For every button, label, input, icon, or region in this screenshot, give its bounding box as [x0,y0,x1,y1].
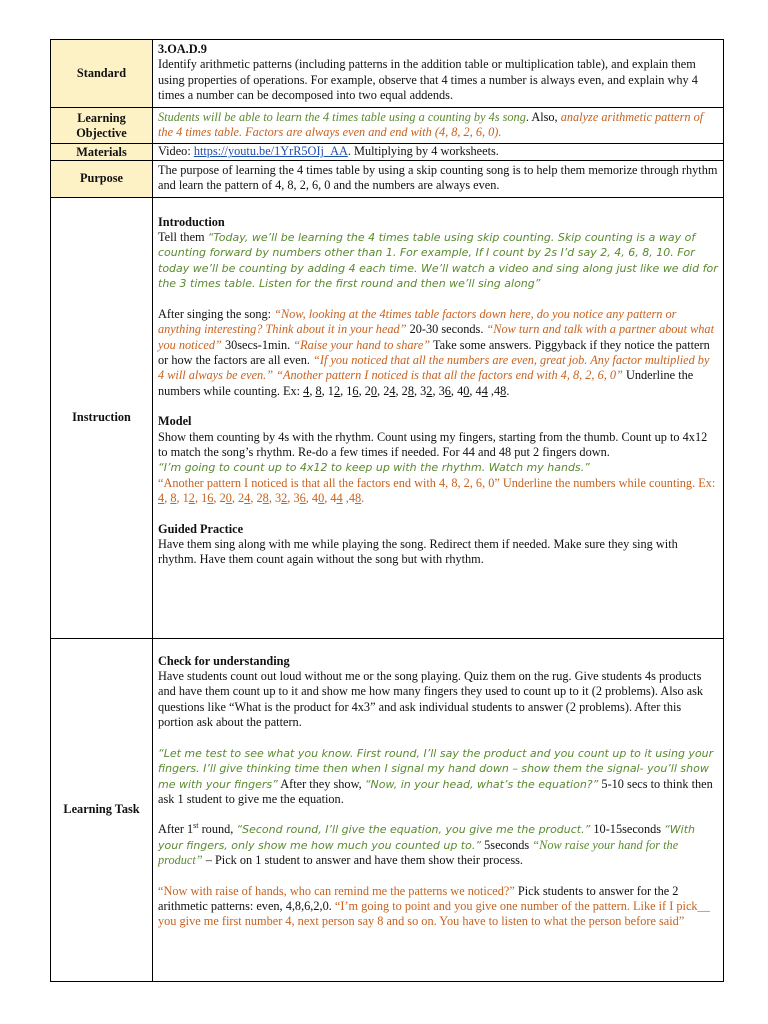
multiple-ones-digit: 4 [244,491,251,506]
separator: , [213,491,220,506]
intro-paragraph [158,230,718,292]
separator: , [194,491,202,506]
spacer [158,731,718,746]
multiple-item [365,384,377,398]
multiple-tens-digit: 2 [401,383,408,398]
separator: , [450,383,458,398]
label-standard: Standard [51,40,153,108]
model-heading: Model [158,414,192,429]
multiple-tens-digit: 1 [346,383,353,398]
multiple-ones-digit: 4 [481,383,488,398]
multiple-ones-digit: 8 [355,491,362,506]
separator: , [309,383,316,398]
multiple-tens-digit: 3 [274,491,282,506]
multiple-ones-digit: 2 [281,491,288,506]
multiple-ones-digit: 4 [336,491,343,506]
remind-text: Pick students to answer for the 2 arithmetic patterns: even, 4,8,6,2,0. [158,883,679,913]
intro-quote: “Today, we’ll be learning the 4 times table using skip counting. Skip counting is a way of counting forward by numbers other than 1. For example, If I count by 2s I’d say 2, 4, 6, 8, 10. For today we’ll be counting by adding 4 each time. We’ll watch a video and sing along just like we did for the 3 times table. Listen for the first round and then we’ll sing along” [158,231,718,291]
test-after-show: After they show, [277,776,365,791]
question-notice: “Now, looking at the 4times table factors down here, do you notice any pattern or anything interesting? Think about it in your head” [158,306,677,337]
separator: . [506,383,510,398]
multiple-item [457,384,469,398]
label-materials: Materials [51,144,153,160]
question-turn-talk: “Now turn and talk with a partner about what you noticed” [158,322,714,352]
multiple-tens-digit: 2 [383,383,390,398]
objective-orange: analyze arithmetic pattern of the 4 times table. Factors are always even and end with (4, 8, 2, 6, 0). [158,109,704,140]
standard-code: 3.OA.D.9 [158,42,207,56]
separator: , [287,491,294,506]
multiple-ones-digit: 8 [315,383,322,398]
multiple-ones-digit: 6 [207,491,214,506]
multiple-ones-digit: 2 [426,383,433,398]
separator: , [268,491,275,506]
spacer [158,399,718,414]
guided-heading: Guided Practice [158,521,244,536]
multiples-list [303,384,509,398]
lesson-plan-table [50,39,724,982]
model-quote: “I’m going to count up to 4x12 to keep up with the rhythm. Watch my hands.” [158,461,590,475]
test-paragraph [158,746,718,808]
model-text: Show them counting by 4s with the rhythm. Count using my fingers, starting from the thumb. Count up to 4x12 to match the song’s rhythm. Re-do a few times if needed. For 44 and 48 put 2 fingers down. [158,429,708,459]
multiple-item [312,491,324,505]
standard-text: Identify arithmetic patterns (including patterns in the addition table or multiplication table), and explain them using properties of operations. For example, observe that 4 times a number is always even, and explain why 4 times a number can be decomposed into two equal addends. [158,57,698,103]
objective-also: . Also, [525,109,561,124]
separator: , [413,383,421,398]
multiple-ones-digit: 6 [444,383,451,398]
intro-heading: Introduction [158,214,225,229]
label-learning-task: Learning Task [51,638,153,981]
after-song-paragraph [158,307,718,399]
multiple-tens-digit: 4 [457,383,464,398]
multiple-item [220,491,232,505]
multiple-tens-digit: 3 [438,383,445,398]
multiple-tens-digit: 2 [256,491,263,506]
multiple-item [346,384,358,398]
separator: , [395,383,402,398]
multiple-tens-digit: 2 [238,491,245,506]
separator: , [250,491,257,506]
multiple-item [439,384,451,398]
second-round-time: 10-15seconds [590,822,665,837]
multiple-item [293,491,305,505]
separator: , [377,383,384,398]
multiple-item [494,384,506,398]
model-orange: “Another pattern I noticed is that all the factors end with 4, 8, 2, 6, 0” Underline the numbers while counting. Ex: [158,475,716,490]
label-instruction: Instruction [51,197,153,638]
purpose-text: The purpose of learning the 4 times table by using a skip counting song is to help them memorize through rhythm and learn the pattern of 4, 8, 2, 6, 0 and the numbers are always even. [158,162,718,193]
separator: , [358,383,365,398]
spacer [158,869,718,884]
fingers-time: 5seconds [481,837,533,852]
timing-2: 30secs-1min. [221,337,294,352]
multiple-tens-digit: 1 [201,491,208,506]
multiple-ones-digit: 0 [225,491,232,506]
multiple-ones-digit: 8 [262,491,269,506]
multiple-item [420,384,432,398]
test-quote: “Let me test to see what you know. First round, I’ll say the product and you count up to it using your fingers. I’ll give thinking time then when I signal my hand down – show them the signal- you’ll show me with your fingers” [158,746,714,791]
materials-prefix: Video: [158,144,194,159]
multiple-tens-digit: 4 [475,383,482,398]
separator: , [340,383,347,398]
multiples-list [158,491,364,505]
spacer [158,807,718,822]
multiple-ones-digit: 0 [318,491,325,506]
objective-green: Students will be able to learn the 4 times table using a counting by 4s song [158,109,526,124]
multiple-ones-digit: 2 [333,383,341,398]
row-standard [51,40,724,108]
cell-instruction [153,197,724,638]
test-equation-quote: “Now, in your head, what’s the equation?” [364,777,599,791]
after-first: After 1 [158,822,194,837]
multiple-item [383,384,395,398]
multiple-tens-digit: 4 [330,491,337,506]
multiple-ones-digit: 8 [407,383,414,398]
model-orange-paragraph [158,476,718,507]
spacer [158,507,718,522]
round-paragraph [158,822,718,868]
second-round-quote: “Second round, I’ll give the equation, you give me the product.” [236,823,591,837]
take-answers: Take some answers. Piggyback if they notice the pattern or how the factors are all even. [158,337,710,367]
materials-suffix: . Multiplying by 4 worksheets. [347,144,499,159]
multiple-ones-digit: 4 [389,383,396,398]
pattern-quote: “If you noticed that all the numbers are even, great job. Any factor multiplied by 4 will always be even.” “Another pattern I noticed is that all the factors end with 4, 8, 2, 6, 0” [158,352,710,383]
question-raise-hand: “Raise your hand to share” [293,337,431,352]
separator: , [231,491,239,506]
test-think-time: 5-10 secs to think then ask 1 student to give me the equation. [158,776,713,806]
separator: , [176,491,183,506]
multiple-ones-digit: 2 [188,491,195,506]
separator: , [164,491,171,506]
separator: . [361,491,365,506]
multiple-ones-digit: 4 [158,491,165,506]
label-objective: Learning Objective [51,107,153,144]
multiple-item [201,491,213,505]
video-link[interactable]: https://youtu.be/1YrR5OIj_AA [193,144,348,159]
multiple-tens-digit: 4 [348,491,355,506]
multiple-item [257,491,269,505]
multiple-item [275,491,287,505]
row-learning-task [51,638,724,981]
guided-text: Have them sing along with me while playing the song. Redirect them if needed. Make sure they sing with rhythm. Have them count again without the song but with rhythm. [158,536,678,567]
fingers-quote: “With your fingers, only show me how much you counted up to.” [158,823,696,852]
round-label: round, [198,822,237,837]
multiple-ones-digit: 4 [303,383,310,398]
raise-quote: “Now raise your hand for the product” [158,837,679,868]
multiple-tens-digit: 3 [420,383,427,398]
multiple-ones-digit: 8 [170,491,177,506]
separator: , [469,383,476,398]
timing-1: 20-30 seconds. [406,322,487,337]
multiple-tens-digit: 4 [311,491,319,506]
multiple-item [349,491,361,505]
remind-quote: “Now with raise of hands, who can remind me the patterns we noticed?” [158,883,515,898]
row-materials [51,144,724,160]
cfu-text: Have students count out loud without me or the song playing. Quiz them on the rug. Give students 4s products and have them count up to it and show me how many fingers they used to count up to it (2 problems). Also ask questions like “What is the product for 4x3” and ask individual students to answer (2 problems). After this portion ask about the pattern. [158,669,704,730]
label-purpose: Purpose [51,160,153,197]
intro-tell: Tell them [158,230,208,245]
ordinal-suffix: st [193,821,199,831]
pick-student: – Pick on 1 student to answer and have them show their process. [202,853,523,868]
multiple-ones-digit: 6 [299,491,306,506]
multiple-item [330,491,342,505]
multiple-item [402,384,414,398]
multiple-ones-digit: 0 [370,383,378,398]
multiple-ones-digit: 6 [352,383,359,398]
after-song: After singing the song: [158,306,275,321]
separator: , [487,383,494,398]
row-objective [51,107,724,144]
multiple-item [476,384,488,398]
underline-instruction: Underline the numbers while counting. Ex: [158,368,694,398]
multiple-tens-digit: 4 [494,383,501,398]
spacer [158,292,718,307]
multiple-item [328,384,340,398]
separator: , [305,491,312,506]
separator: , [324,491,331,506]
separator: , [321,383,328,398]
row-instruction [51,197,724,638]
row-purpose [51,160,724,197]
cell-materials [153,144,724,160]
multiple-ones-digit: 0 [463,383,470,398]
point-quote: “I’m going to point and you give one number of the pattern. Like if I pick__ you give me first number 4, next person say 8 and so on. You have to listen to what the person before said” [158,898,710,929]
remind-paragraph [158,884,718,930]
multiple-item [183,491,195,505]
separator: , [432,383,439,398]
cell-learning-task [153,638,724,981]
cell-objective [153,107,724,144]
multiple-tens-digit: 2 [364,383,371,398]
multiple-ones-digit: 8 [500,383,507,398]
multiple-tens-digit: 3 [293,491,300,506]
cell-purpose [153,160,724,197]
multiple-item [238,491,250,505]
multiple-tens-digit: 1 [327,383,334,398]
multiple-tens-digit: 1 [182,491,189,506]
cfu-heading: Check for understanding [158,653,290,668]
cell-standard [153,40,724,108]
multiple-tens-digit: 2 [219,491,226,506]
separator: , [342,491,349,506]
